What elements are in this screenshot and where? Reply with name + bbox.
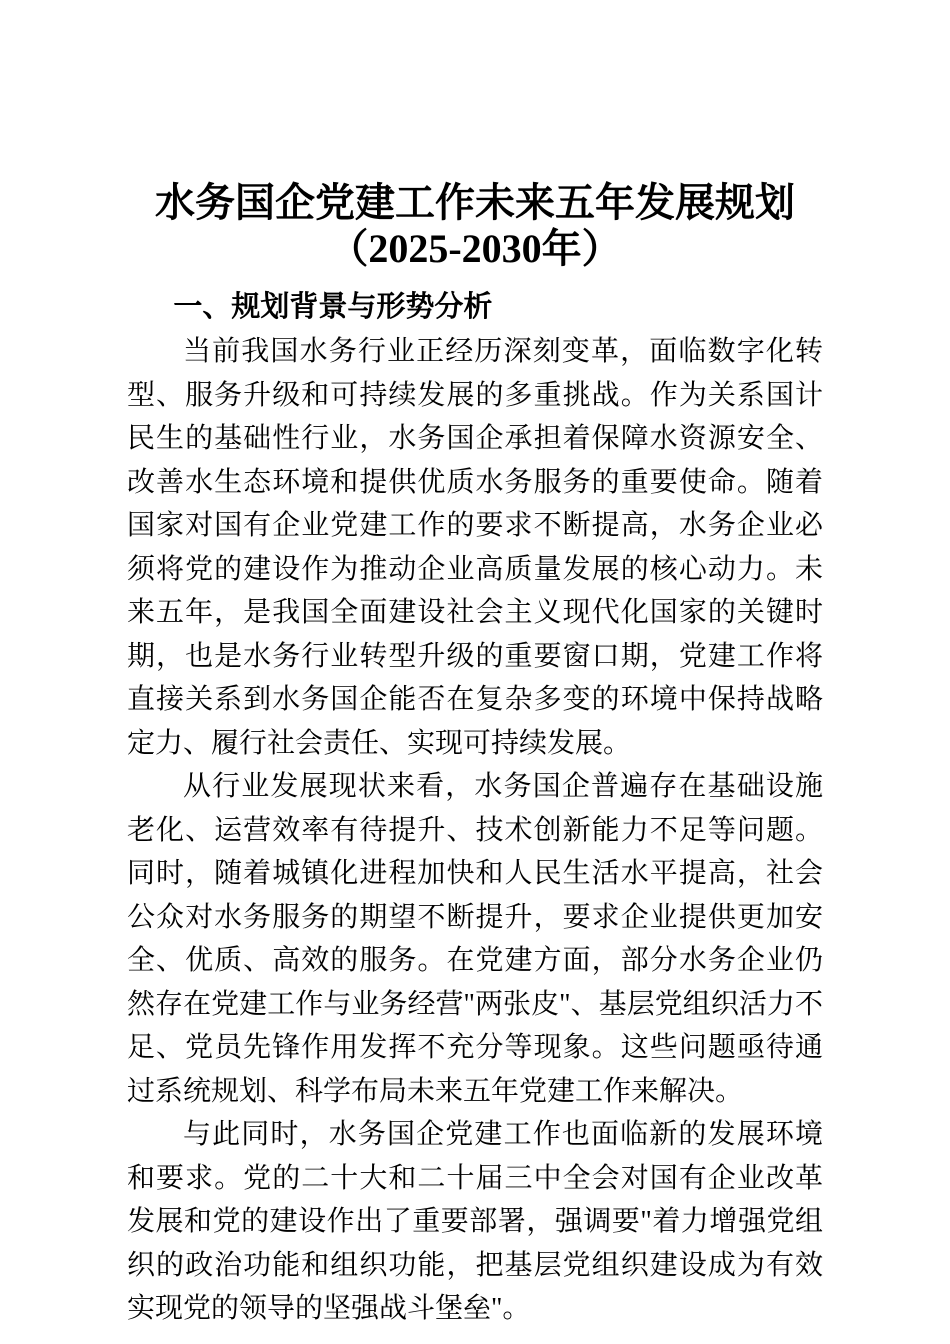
- paragraph: 当前我国水务行业正经历深刻变革，面临数字化转型、服务升级和可持续发展的多重挑战。作为关系国计民生的基础性行业，水务国企承担着保障水资源安全、改善水生态环境和提供优质水务服务的重要使命。随着国家对国有企业党建工作的要求不断提高，水务企业必须将党的建设作为推动企业高质量发展的核心动力。未来五年，是我国全面建设社会主义现代化国家的关键时期，也是水务行业转型升级的重要窗口期，党建工作将直接关系到水务国企能否在复杂多变的环境中保持战略定力、履行社会责任、实现可持续发展。: [127, 336, 823, 759]
- section-heading: 一、规划背景与形势分析: [173, 291, 493, 323]
- document-title: [127, 180, 823, 272]
- paragraph: 从行业发展现状来看，水务国企普遍存在基础设施老化、运营效率有待提升、技术创新能力不足等问题。同时，随着城镇化进程加快和人民生活水平提高，社会公众对水务服务的期望不断提升，要求企业提供更加安全、优质、高效的服务。在党建方面，部分水务企业仍然存在党建工作与业务经营"两张皮"、基层党组织活力不足、党员先锋作用发挥不充分等现象。这些问题亟待通过系统规划、科学布局未来五年党建工作来解决。: [127, 771, 823, 1107]
- document-title-line-2: （2025-2030年）: [328, 226, 622, 271]
- document-title-line-1: 水务国企党建工作未来五年发展规划: [155, 180, 795, 225]
- document-body: [127, 330, 823, 1331]
- paragraph: 与此同时，水务国企党建工作也面临新的发展环境和要求。党的二十大和二十届三中全会对国有企业改革发展和党的建设作出了重要部署，强调要"着力增强党组织的政治功能和组织功能，把基层党组织建设成为有效实现党的领导的坚强战斗堡垒"。: [127, 1119, 823, 1324]
